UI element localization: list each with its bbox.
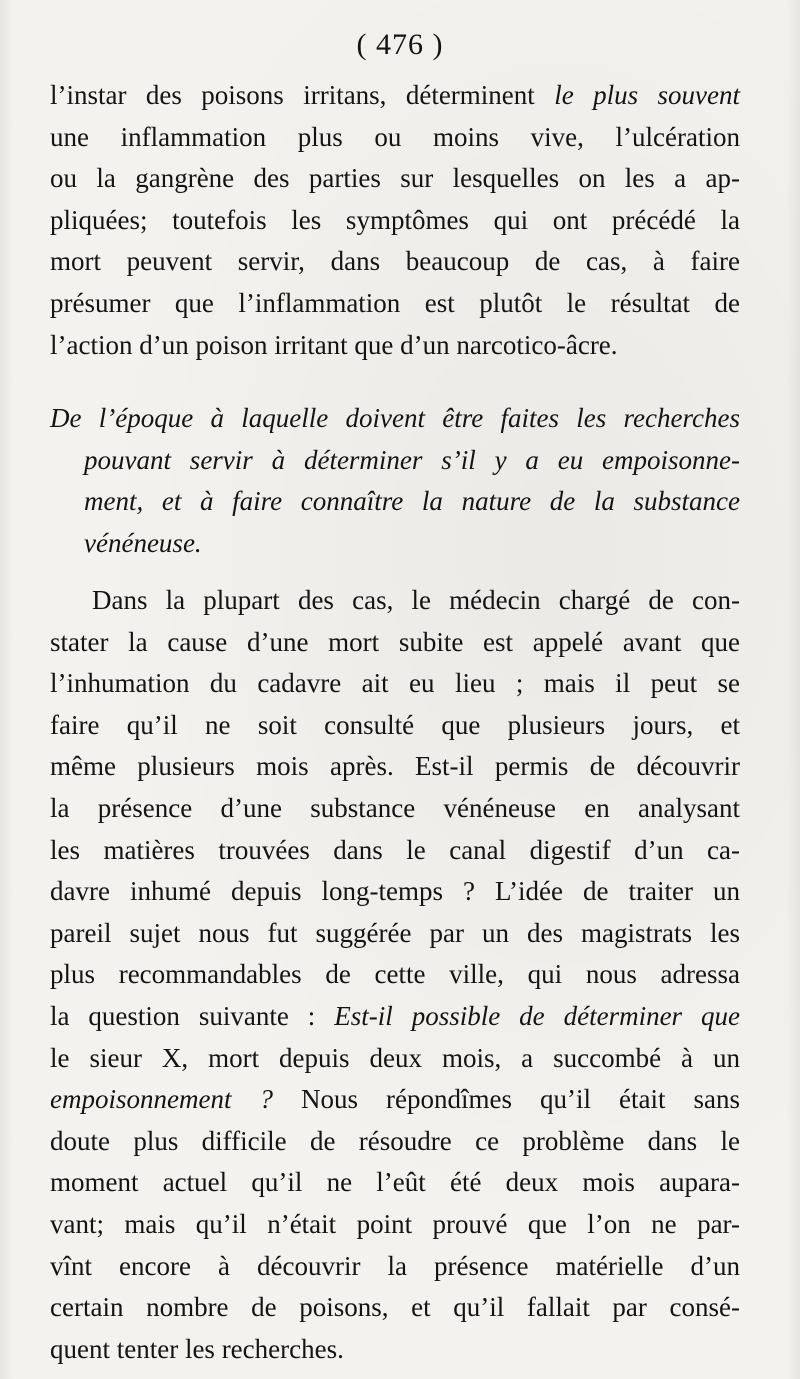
text-segment: l’instar des poisons irritans, déterminent — [50, 80, 555, 110]
heading-line: De l’époque à laquelle doivent être faites les recherches — [50, 403, 740, 433]
italic-segment: empoisonnement ? — [50, 1084, 273, 1115]
text-line: pliquées; toutefois les symptômes qui ont précédé la — [50, 204, 740, 235]
text-line — [50, 996, 740, 1038]
text-line: le sieur X, mort depuis deux mois, a succombé à un — [50, 1042, 740, 1073]
heading-line: pouvant servir à déterminer s’il y a eu empoisonne- — [84, 444, 740, 475]
page-number: ( 476 ) — [356, 28, 444, 61]
paragraph-main — [50, 580, 740, 1370]
text-line: l’action d’un poison irritant que d’un narcotico-âcre. — [50, 329, 618, 360]
text-line: pareil sujet nous fut suggérée par un des magistrats les — [50, 917, 740, 948]
text-line: Dans la plupart des cas, le médecin chargé de con- — [92, 585, 740, 615]
text-line: doute plus difficile de résoudre ce problème dans le — [50, 1125, 740, 1156]
text-line: certain nombre de poisons, et qu’il fallait par consé- — [50, 1292, 740, 1323]
text-line: quent tenter les recherches. — [50, 1333, 344, 1364]
text-segment: la question suivante : — [50, 1000, 335, 1031]
text-line: la présence d’une substance vénéneuse en analysant — [50, 792, 740, 823]
italic-segment: Est-il possible de déterminer que — [334, 1000, 740, 1031]
text-line: davre inhumé depuis long-temps ? L’idée de traiter un — [50, 876, 740, 907]
section-heading — [50, 398, 740, 564]
text-line: présumer que l’inflammation est plutôt le résultat de — [50, 287, 740, 318]
text-line: stater la cause d’une mort subite est appelé avant que — [50, 626, 740, 657]
text-line: ou la gangrène des parties sur lesquelles on les a ap- — [50, 163, 740, 194]
text-line: moment actuel qu’il ne l’eût été deux mois aupara- — [50, 1167, 740, 1198]
text-line: l’inhumation du cadavre ait eu lieu ; mais il peut se — [50, 668, 740, 699]
text-line: même plusieurs mois après. Est-il permis de découvrir — [50, 751, 740, 782]
text-line — [50, 75, 740, 117]
text-line: une inflammation plus ou moins vive, l’ulcération — [50, 121, 740, 152]
text-line: faire qu’il ne soit consulté que plusieurs jours, et — [50, 709, 740, 740]
text-line: vant; mais qu’il n’était point prouvé que l’on ne par- — [50, 1208, 740, 1239]
heading-line: ment, et à faire connaître la nature de la substance — [84, 486, 740, 517]
text-line: les matières trouvées dans le canal digestif d’un ca- — [50, 834, 740, 865]
heading-line: vénéneuse. — [84, 527, 202, 558]
paragraph-continuation — [50, 75, 740, 366]
text-line: plus recommandables de cette ville, qui nous adressa — [50, 959, 740, 990]
text-segment: Nous répondîmes qu’il était sans — [272, 1084, 740, 1115]
text-line: vînt encore à découvrir la présence matérielle d’un — [50, 1250, 740, 1281]
text-line: mort peuvent servir, dans beaucoup de cas, à faire — [50, 246, 740, 277]
text-line — [50, 1079, 740, 1121]
italic-segment: le plus souvent — [554, 80, 740, 110]
